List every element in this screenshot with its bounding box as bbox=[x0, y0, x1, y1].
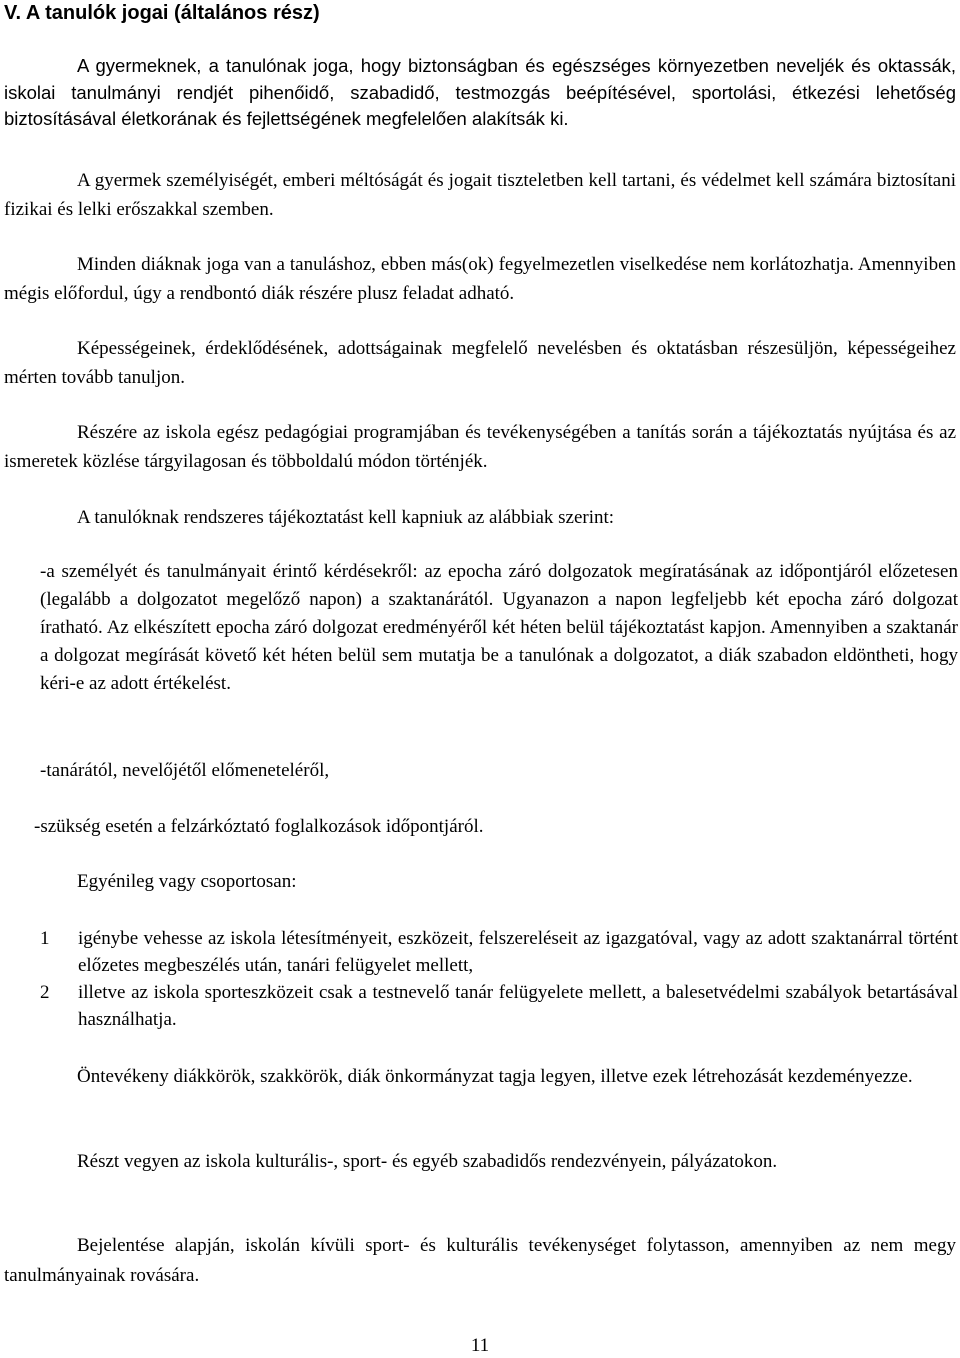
paragraph-external-activities: Bejelentése alapján, iskolán kívüli sport- és kulturális tevékenységet folytasson, amennyiben az nem megy tanulmányainak rovására. bbox=[4, 1235, 956, 1286]
numbered-item-2 bbox=[40, 980, 958, 1033]
group-intro: Egyénileg vagy csoportosan: bbox=[77, 871, 297, 892]
dash-item-catch-up: -szükség esetén a felzárkóztató foglalkozások időpontjáról. bbox=[34, 816, 484, 837]
paragraph-right-to-learn: Minden diáknak joga van a tanuláshoz, ebben más(ok) fegyelmezetlen viselkedése nem korlátozhatja. Amennyiben mégis előfordul, úgy a rendbontó diák részére plusz feladat adható. bbox=[4, 254, 956, 304]
paragraph-abilities: Képességeinek, érdeklődésének, adottságainak megfelelő nevelésben és oktatásban részesüljön, képességeihez mérten tovább tanuljon. bbox=[4, 338, 956, 388]
paragraph-dignity: A gyermek személyiségét, emberi méltóságát és jogait tiszteletben kell tartani, és védelmet kell számára biztosítani fizikai és lelki erőszakkal szemben. bbox=[4, 170, 956, 220]
item-text: illetve az iskola sporteszközeit csak a testnevelő tanár felügyelete mellett, a balesetvédelmi szabályok betartásával használhatja. bbox=[78, 982, 958, 1030]
dash-item-progress: -tanárától, nevelőjétől előmeneteléről, bbox=[40, 760, 330, 781]
paragraph-information: Részére az iskola egész pedagógiai programjában és tevékenységében a tanítás során a tájékoztatás nyújtása és az ismeretek közlése tárgyilagosan és többoldalú módon történjék. bbox=[4, 422, 956, 472]
item-number: 1 bbox=[40, 928, 50, 949]
page-number: 11 bbox=[470, 1335, 490, 1356]
paragraph-events: Részt vegyen az iskola kulturális-, sport- és egyéb szabadidős rendezvényein, pályázatokon. bbox=[77, 1151, 778, 1172]
section-heading: V. A tanulók jogai (általános rész) bbox=[4, 2, 320, 24]
paragraph-safe-environment: A gyermeknek, a tanulónak joga, hogy biztonságban és egészséges környezetben neveljék és oktassák, iskolai tanulmányi rendjét pihenőidő, szabadidő, testmozgás beépítésével, sportolási, étkezési lehetőség biztosításával életkorának és fejlettségének megfelelően alakítsák ki. bbox=[4, 55, 956, 129]
numbered-item-1 bbox=[40, 926, 958, 979]
item-number: 2 bbox=[40, 982, 50, 1003]
item-text: igénybe vehesse az iskola létesítményeit, eszközeit, felszereléseit az igazgatóval, vagy az adott szaktanárral történt előzetes megbeszélés után, tanári felügyelet mellett, bbox=[78, 928, 958, 976]
dash-item-exams: -a személyét és tanulmányait érintő kérdésekről: az epocha záró dolgozatok megíratásának az időpontjáról előzetesen (legalább a dolgozatot megelőző napon) a szaktanárától. Ugyanazon a napon legfeljebb két epocha záró dolgozat íratható. Az elkészített epocha záró dolgozat eredményéről két héten belül tájékoztatást kapjon. Amennyiben a szaktanár a dolgozat megírását követő két héten belül sem mutatja be a tanulónak a dolgozatot, a diák szabadon eldöntheti, hogy kéri-e az adott értékelést. bbox=[40, 561, 958, 694]
paragraph-regular-info-intro: A tanulóknak rendszeres tájékoztatást kell kapniuk az alábbiak szerint: bbox=[77, 507, 615, 528]
paragraph-student-clubs: Öntevékeny diákkörök, szakkörök, diák önkormányzat tagja legyen, illetve ezek létrehozását kezdeményezze. bbox=[77, 1066, 913, 1087]
